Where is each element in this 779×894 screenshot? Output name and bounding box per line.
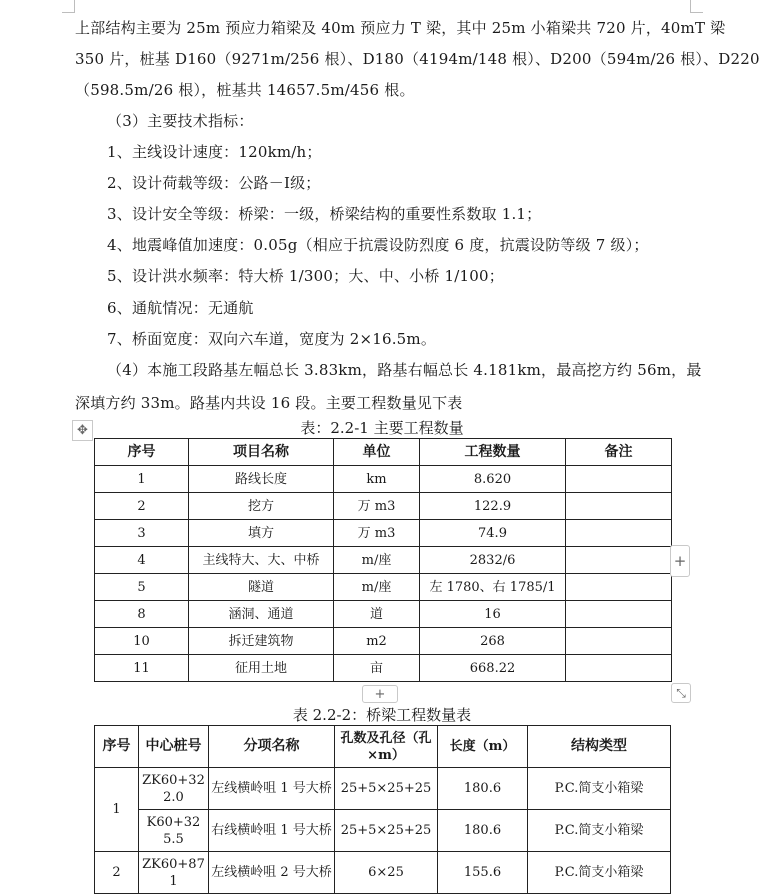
cell: 122.9	[420, 493, 566, 520]
cell-station: ZK60+871	[139, 852, 209, 894]
header-cell: 项目名称	[189, 439, 334, 466]
add-row-button[interactable]: +	[362, 685, 398, 703]
header-cell: 单位	[334, 439, 420, 466]
cell-name: 左线横岭咀 2 号大桥	[209, 852, 335, 894]
cell	[566, 628, 672, 655]
cell: 3	[95, 520, 189, 547]
table1-caption: 表：2.2-1 主要工程数量	[300, 419, 464, 437]
table2-caption: 表 2.2-2：桥梁工程数量表	[292, 706, 472, 724]
table-move-handle-icon[interactable]: ✥	[72, 420, 93, 441]
cell	[566, 574, 672, 601]
cell: 挖方	[189, 493, 334, 520]
crop-mark-left	[62, 0, 75, 13]
main-quantity-table	[94, 438, 672, 682]
table-row	[95, 574, 672, 601]
cell: 668.22	[420, 655, 566, 682]
table-header-row	[95, 439, 672, 466]
header-cell: 中心桩号	[139, 726, 209, 768]
cell: m2	[334, 628, 420, 655]
table-row	[95, 655, 672, 682]
table-row	[95, 628, 672, 655]
cell: 万 m3	[334, 520, 420, 547]
cell: 5	[95, 574, 189, 601]
cell: 征用土地	[189, 655, 334, 682]
list-item: 2、设计荷载等级：公路－Ⅰ级；	[107, 174, 321, 192]
table-row	[95, 547, 672, 574]
list-item: 6、通航情况：无通航	[107, 299, 254, 317]
cell: 74.9	[420, 520, 566, 547]
cell: 拆迁建筑物	[189, 628, 334, 655]
table-row	[95, 520, 672, 547]
cell-span: 6×25	[335, 852, 438, 894]
crop-mark-right	[690, 0, 703, 13]
cell: 16	[420, 601, 566, 628]
cell: 主线特大、大、中桥	[189, 547, 334, 574]
table-row	[95, 493, 672, 520]
cell-type: P.C.简支小箱梁	[528, 852, 671, 894]
cell-type: P.C.简支小箱梁	[528, 810, 671, 852]
cell: 道	[334, 601, 420, 628]
list-item: 4、地震峰值加速度：0.05g（相应于抗震设防烈度 6 度，抗震设防等级 7 级）；	[107, 236, 649, 254]
list-item: 3、设计安全等级：桥梁：一级，桥梁结构的重要性系数取 1.1；	[107, 205, 542, 223]
cell: 万 m3	[334, 493, 420, 520]
cell: 268	[420, 628, 566, 655]
header-cell: 分项名称	[209, 726, 335, 768]
cell: 1	[95, 466, 189, 493]
table-row	[95, 466, 672, 493]
cell-span: 25+5×25+25	[335, 810, 438, 852]
cell-length: 180.6	[438, 810, 528, 852]
list-item: 7、桥面宽度：双向六车道，宽度为 2×16.5m。	[107, 330, 437, 348]
paragraph-line: 上部结构主要为 25m 预应力箱梁及 40m 预应力 T 梁，其中 25m 小箱梁共 720 片，40mT 梁	[75, 19, 726, 37]
cell-length: 155.6	[438, 852, 528, 894]
list-item: 1、主线设计速度：120km/h；	[107, 143, 322, 161]
cell	[566, 520, 672, 547]
cell: 涵洞、通道	[189, 601, 334, 628]
cell: 左 1780、右 1785/1	[420, 574, 566, 601]
cell-name: 左线横岭咀 1 号大桥	[209, 768, 335, 810]
header-cell: 结构类型	[528, 726, 671, 768]
list-item: 5、设计洪水频率：特大桥 1/300；大、中、小桥 1/100；	[107, 267, 504, 285]
bridge-quantity-table	[94, 725, 671, 894]
cell: 亩	[334, 655, 420, 682]
cell: 填方	[189, 520, 334, 547]
table-row	[95, 601, 672, 628]
cell-name: 右线横岭咀 1 号大桥	[209, 810, 335, 852]
cell-station: K60+325.5	[139, 810, 209, 852]
cell-length: 180.6	[438, 768, 528, 810]
table-header-row	[95, 726, 671, 768]
header-cell: 序号	[95, 439, 189, 466]
table-resize-icon[interactable]: ⤡	[671, 683, 691, 703]
cell	[566, 655, 672, 682]
header-cell: 长度（m）	[438, 726, 528, 768]
paragraph-line: （4）本施工段路基左幅总长 3.83km，路基右幅总长 4.181km，最高挖方约 56m，最	[107, 361, 702, 379]
paragraph-line: 深填方约 33m。路基内共设 16 段。主要工程数量见下表	[75, 394, 463, 412]
cell: 8.620	[420, 466, 566, 493]
cell-type: P.C.简支小箱梁	[528, 768, 671, 810]
cell: 2	[95, 493, 189, 520]
cell: m/座	[334, 574, 420, 601]
cell-no: 1	[95, 768, 139, 852]
cell: 8	[95, 601, 189, 628]
cell: 4	[95, 547, 189, 574]
table-row	[95, 768, 671, 810]
header-cell: 孔数及孔径（孔×m）	[335, 726, 438, 768]
header-cell: 序号	[95, 726, 139, 768]
cell: 2832/6	[420, 547, 566, 574]
table-row	[95, 810, 671, 852]
paragraph-heading: （3）主要技术指标：	[107, 112, 254, 130]
cell: 11	[95, 655, 189, 682]
header-cell: 工程数量	[420, 439, 566, 466]
cell: 10	[95, 628, 189, 655]
cell: m/座	[334, 547, 420, 574]
paragraph-line: （598.5m/26 根），桩基共 14657.5m/456 根。	[75, 81, 415, 99]
cell	[566, 466, 672, 493]
cell: km	[334, 466, 420, 493]
cell: 路线长度	[189, 466, 334, 493]
cell-station: ZK60+322.0	[139, 768, 209, 810]
add-column-button[interactable]: +	[670, 545, 690, 577]
cell	[566, 547, 672, 574]
cell-no: 2	[95, 852, 139, 894]
cell-span: 25+5×25+25	[335, 768, 438, 810]
cell	[566, 601, 672, 628]
paragraph-line: 350 片，桩基 D160（9271m/256 根）、D180（4194m/148 根）、D200（594m/26 根）、D220	[75, 50, 760, 68]
cell: 隧道	[189, 574, 334, 601]
table-row	[95, 852, 671, 894]
header-cell: 备注	[566, 439, 672, 466]
cell	[566, 493, 672, 520]
